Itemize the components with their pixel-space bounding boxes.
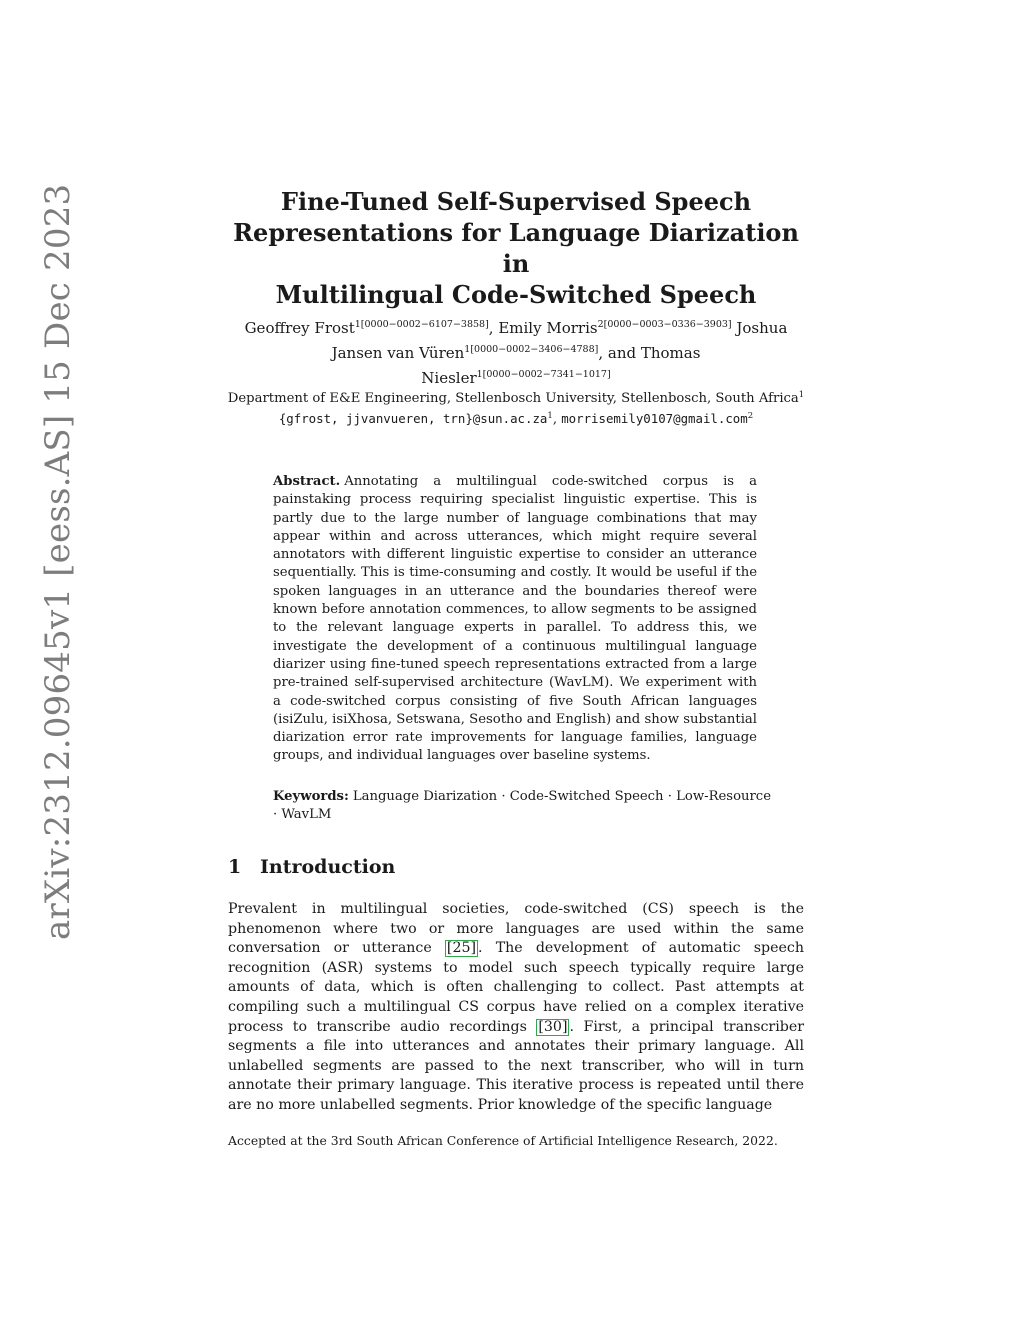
keywords: [273, 788, 773, 825]
author-orcid: 1[0000−0002−7341−1017]: [476, 369, 611, 380]
author-name: , and Thomas: [598, 344, 701, 362]
email-2: morrisemily0107@gmail.com: [561, 411, 748, 426]
author-name: Joshua: [731, 319, 788, 337]
author-name: , Emily Morris: [488, 319, 598, 337]
section-number: 1: [228, 856, 242, 878]
title-line-2: Representations for Language Diarization in: [233, 218, 799, 278]
keywords-label: Keywords:: [273, 789, 349, 804]
author-line-1: [228, 314, 804, 339]
title-line-1: Fine-Tuned Self-Supervised Speech: [280, 187, 752, 216]
citation-link[interactable]: [25]: [446, 940, 477, 957]
abstract-text: Annotating a multilingual code-switched corpus is a painstaking process requiring specialist linguistic expertise. This is partly due to the large number of language combinations that may appear within and across utterances, which might require several annotators with different linguistic expertise to consider an utterance sequentially. This is time-consuming and costly. It would be useful if the spoken languages in an utterance and the boundaries thereof were known before annotation commences, to allow segments to be assigned to the relevant language experts in parallel. To address this, we investigate the development of a continuous multilingual language diarizer using fine-tuned speech representations extracted from a large pre-trained self-supervised architecture (WavLM). We experiment with a code-switched corpus consisting of five South African languages (isiZulu, isiXhosa, Setswana, Sesotho and English) and show substantial diarization error rate improvements for language families, language groups, and individual languages over baseline systems.: [273, 474, 757, 764]
author-orcid: 1[0000−0002−3406−4788]: [464, 344, 599, 355]
abstract-label: Abstract.: [273, 474, 341, 489]
department-sup: 1: [798, 390, 805, 400]
author-list: [228, 314, 804, 389]
affiliation-emails: [220, 409, 812, 430]
email-sup-2: 2: [747, 411, 754, 421]
citation-link[interactable]: [30]: [538, 1018, 568, 1035]
section-heading: [228, 856, 395, 878]
section-title: Introduction: [260, 856, 396, 878]
intro-text-1: Prevalent in multilingual societies, code-switched (CS) speech is the phenomenon where two or more languages are used within the same conversation or utterance: [228, 901, 804, 957]
author-line-2: [228, 339, 804, 364]
email-sup-1: 1: [547, 411, 553, 421]
arxiv-side-stamp: arXiv:2312.09645v1 [eess.AS] 15 Dec 2023: [38, 183, 78, 940]
intro-text-3: . First, a principal transcriber segments a file into utterances and annotates their primary language. All unlabelled segments are passed to the next transcriber, who will in turn annotate their primary language. This iterative process is repeated until there are no more unlabelled segments. Prior knowledge of the specific language: [228, 1018, 804, 1113]
abstract: [273, 473, 757, 766]
email-separator: ,: [552, 412, 562, 427]
keywords-text: Language Diarization · Code-Switched Speech · Low-Resource · WavLM: [273, 789, 771, 823]
author-name: Jansen van Vüren: [331, 344, 465, 362]
department-text: Department of E&E Engineering, Stellenbosch University, Stellenbosch, South Africa: [227, 391, 799, 406]
affiliation-department: [220, 389, 812, 409]
author-name: Niesler: [421, 369, 477, 387]
title-line-3: Multilingual Code-Switched Speech: [275, 280, 757, 309]
affiliation-block: [220, 389, 812, 430]
acceptance-footnote: Accepted at the 3rd South African Conference of Artificial Intelligence Research, 2022.: [228, 1133, 778, 1148]
author-orcid: 2[0000−0003−0336−3903]: [597, 319, 732, 330]
intro-paragraph: [228, 900, 804, 1116]
author-orcid: 1[0000−0002−6107−3858]: [354, 319, 489, 330]
author-line-3: [228, 364, 804, 389]
intro-text-2: . The development of automatic speech recognition (ASR) systems to model such speech typically require large amounts of data, which is often challenging to collect. Past attempts at compiling such a multilingual CS corpus have relied on a complex iterative process to transcribe audio recordings: [228, 940, 804, 1035]
author-name: Geoffrey Frost: [244, 319, 355, 337]
email-group-1: {gfrost, jjvanvueren, trn}@sun.ac.za: [278, 411, 548, 426]
paper-title: [228, 186, 804, 310]
